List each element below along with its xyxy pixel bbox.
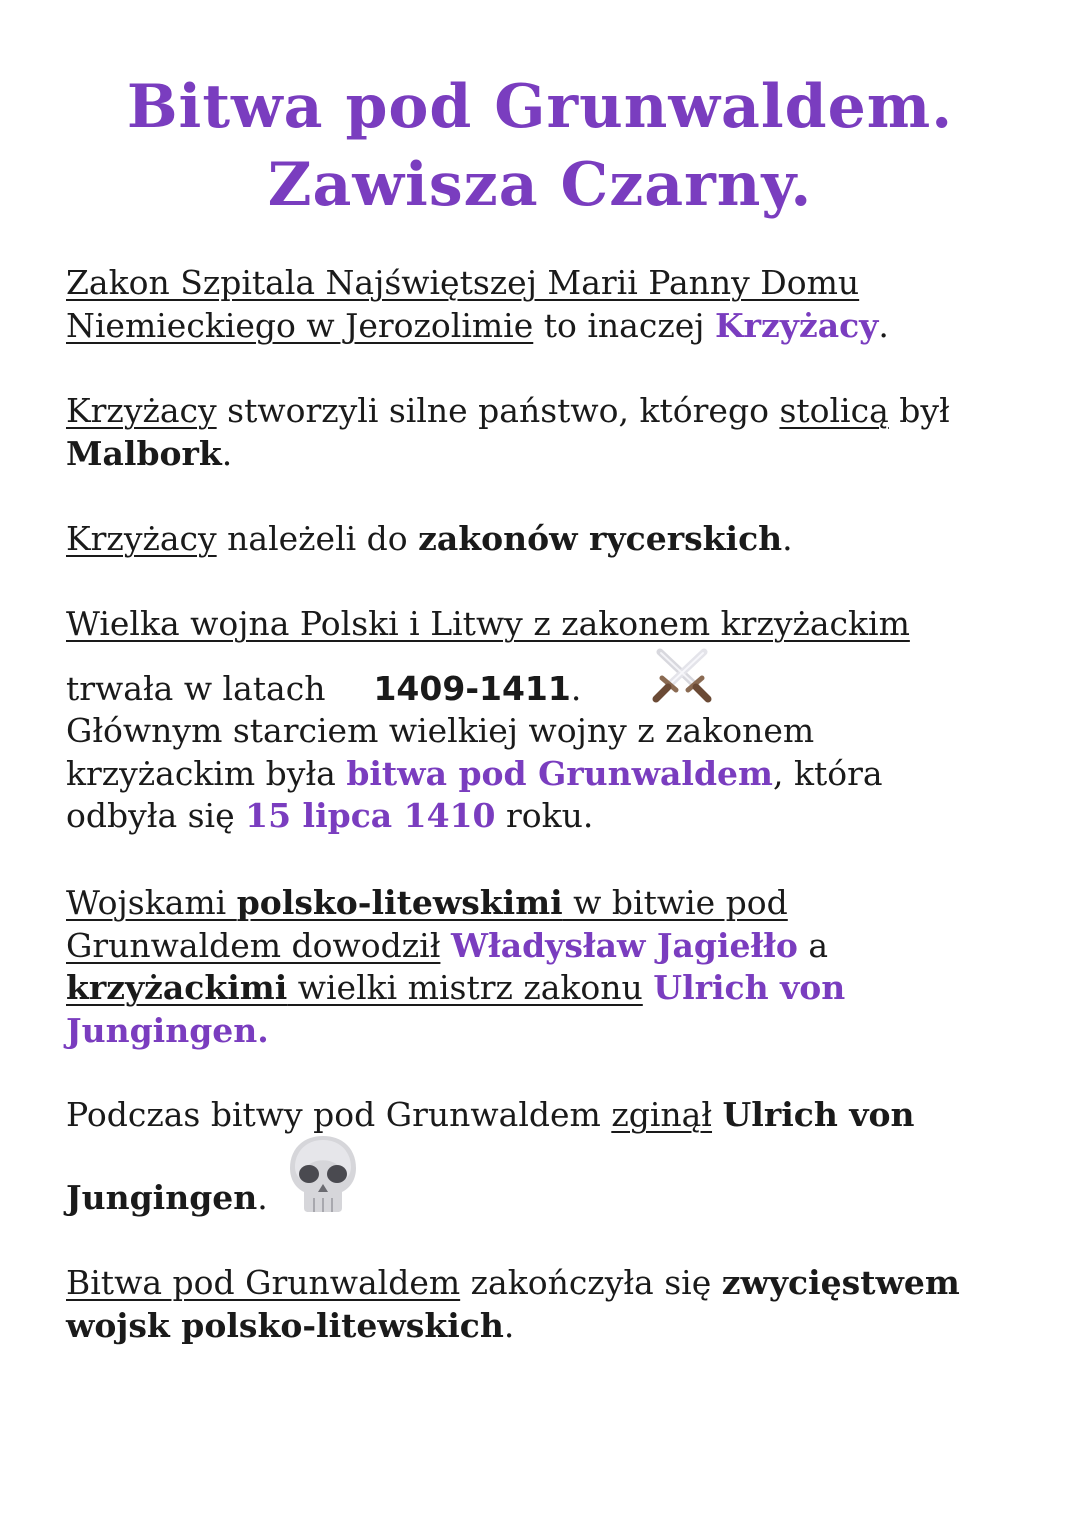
years-bold: 1409-1411: [373, 668, 571, 708]
title-line-1: Bitwa pod Grunwaldem.: [126, 72, 954, 142]
paragraph-smierc: [66, 1094, 1026, 1219]
krzyzacy-underlined: Krzyżacy: [66, 391, 217, 430]
wielka-wojna-underlined: Wielka wojna Polski i Litwy z zakonem krzyżackim: [66, 604, 910, 643]
punct: .: [221, 433, 233, 473]
wojsk-bold: wojsk polsko-litewskich: [66, 1305, 504, 1345]
text: krzyżackim była: [66, 753, 347, 793]
zwyciestwem-bold: zwycięstwem: [721, 1263, 960, 1302]
punct: .: [878, 305, 889, 345]
paragraph-zwyciestwo: [66, 1262, 1026, 1347]
ulrich-bold: Ulrich von: [722, 1095, 915, 1134]
text: w bitwie pod: [562, 883, 788, 922]
polsko-litewskimi-bold: polsko-litewskimi: [236, 883, 563, 922]
zakony-rycerskie-bold: zakonów rycerskich: [418, 519, 783, 558]
text: Podczas bitwy pod Grunwaldem: [66, 1095, 612, 1134]
jungingen-highlight: Jungingen.: [66, 1010, 269, 1050]
ulrich-highlight: Ulrich von: [653, 968, 846, 1007]
text: Wojskami: [66, 883, 237, 922]
text: zakończyła się: [460, 1263, 722, 1302]
bitwa-highlight: bitwa pod Grunwaldem: [346, 753, 773, 793]
skull-icon: [286, 1134, 360, 1214]
krzyzackimi-bold: krzyżackimi: [66, 968, 288, 1007]
date-highlight: 15 lipca 1410: [245, 796, 496, 835]
text: Głównym starciem wielkiej wojny z zakonem: [66, 711, 815, 750]
paragraph-zakon: [66, 262, 1026, 347]
stolica-underlined: stolicą: [779, 391, 889, 430]
text: roku.: [495, 796, 594, 835]
paragraph-wielka-wojna: [66, 603, 1026, 838]
paragraph-panstwo: [66, 390, 1026, 475]
krzyzacy-highlight: Krzyżacy: [714, 305, 879, 345]
punct: .: [503, 1305, 515, 1345]
text: odbyła się: [66, 796, 246, 835]
paragraph-zakony: [66, 518, 1026, 561]
text: a: [797, 925, 829, 965]
krzyzacy-underlined: Krzyżacy: [66, 519, 217, 558]
text: , która: [772, 753, 883, 793]
title-line-2: Zawisza Czarny.: [267, 150, 813, 220]
page-title: [0, 68, 1080, 224]
malbork-bold: Malbork: [66, 433, 222, 473]
text: trwała w latach: [66, 668, 326, 708]
zakon-name-part2: Niemieckiego w Jerozolimie: [66, 305, 534, 345]
text: stworzyli silne państwo, którego: [216, 391, 780, 430]
text: Grunwaldem dowodził: [66, 925, 441, 965]
punct: .: [257, 1177, 268, 1217]
jagiello-highlight: Władysław Jagiełło: [450, 925, 798, 965]
jungingen-bold: Jungingen: [66, 1177, 258, 1217]
punct: .: [570, 668, 582, 708]
text: to inaczej: [533, 305, 715, 345]
text: był: [888, 391, 950, 430]
crossed-swords-icon: [650, 646, 714, 704]
zginal-underlined: zginął: [611, 1095, 713, 1134]
text: należeli do: [216, 519, 419, 558]
zakon-name-part1: Zakon Szpitala Najświętszej Marii Panny Domu: [66, 263, 860, 302]
paragraph-dowodcy: [66, 882, 1026, 1052]
bitwa-underlined: Bitwa pod Grunwaldem: [66, 1263, 461, 1302]
text: wielki mistrz zakonu: [287, 968, 643, 1007]
punct: .: [782, 519, 793, 558]
